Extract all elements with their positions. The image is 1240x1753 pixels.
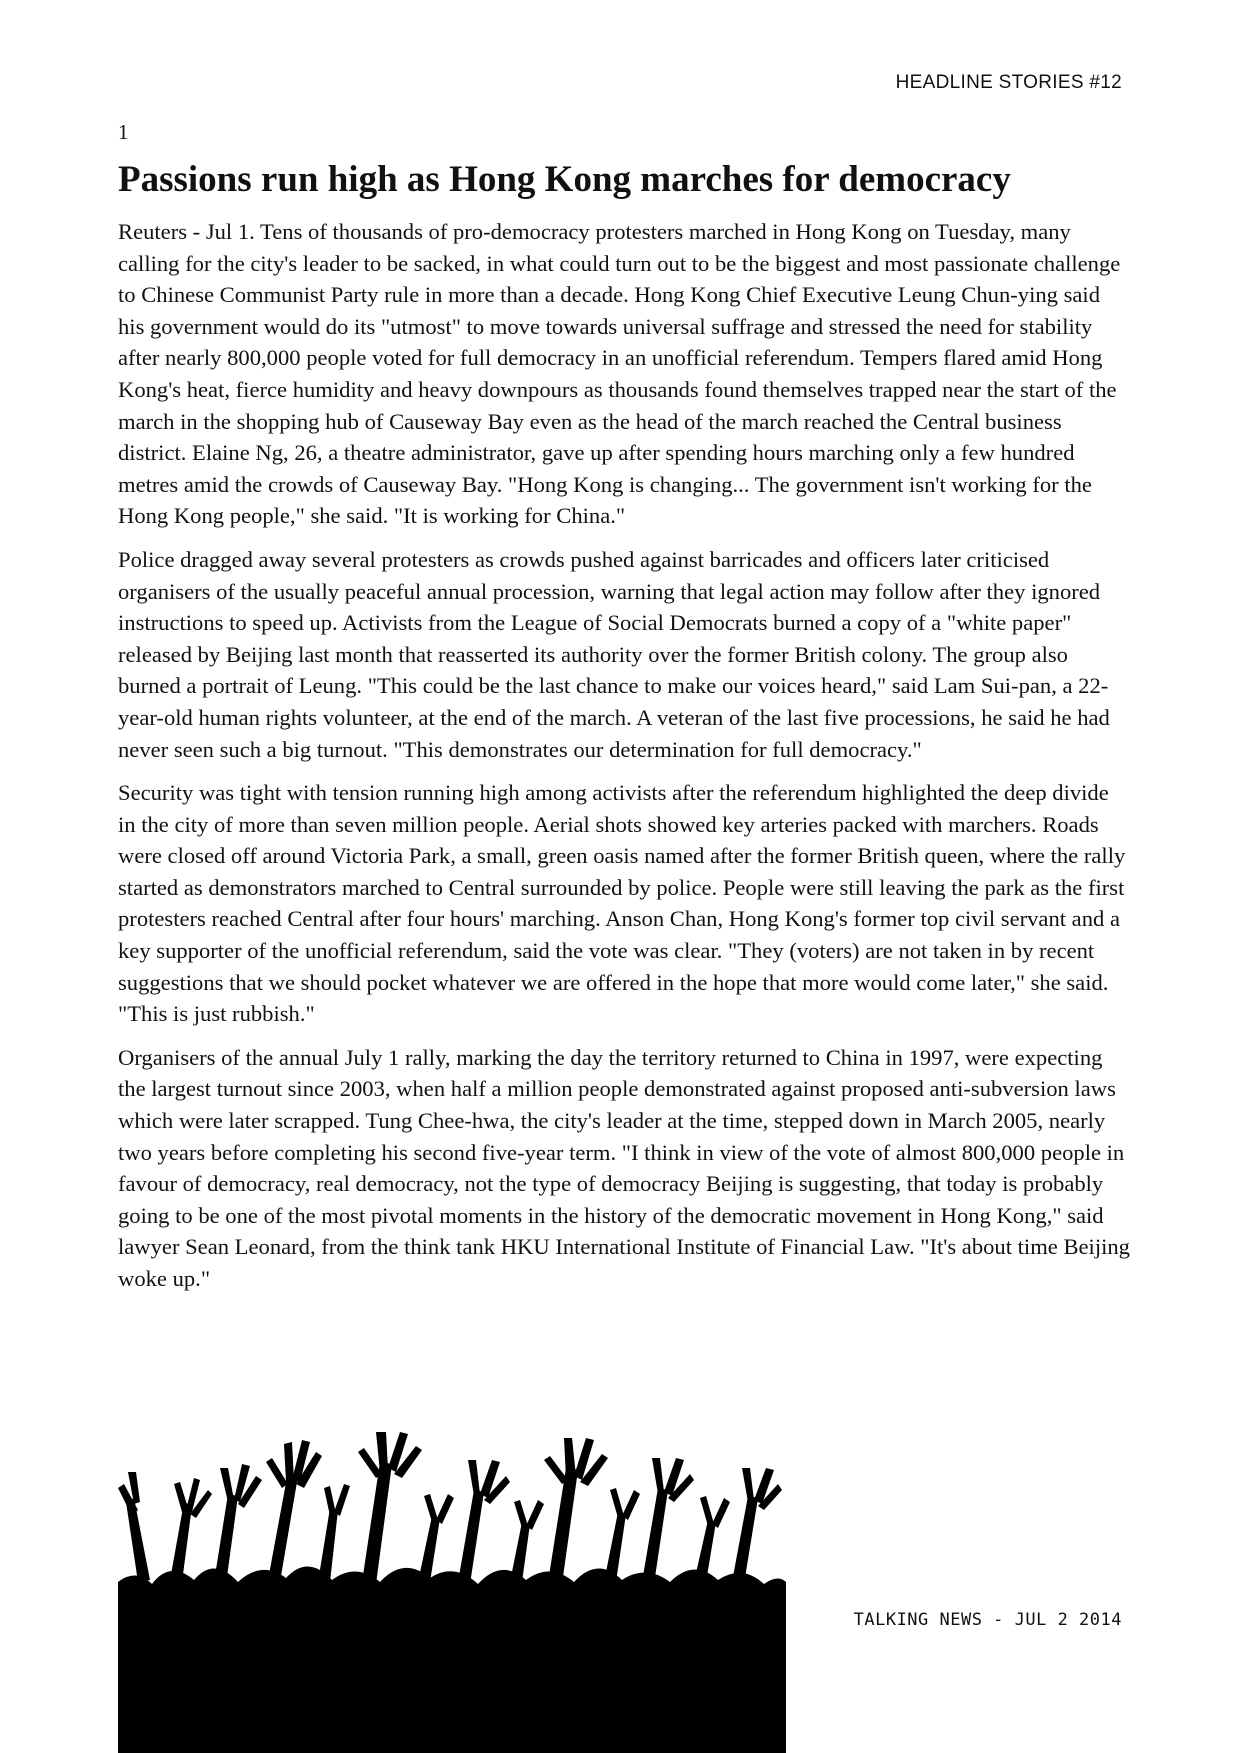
raised-hands-crowd-illustration [118, 1432, 786, 1753]
article-paragraph: Reuters - Jul 1. Tens of thousands of pro-democracy protesters marched in Hong Kong on Tuesday, many calling for the city's leader to be sacked, in what could turn out to be the biggest and most passionate challenge to Chinese Communist Party rule in more than a decade. Hong Kong Chief Executive Leung Chun-ying said his government would do its "utmost" to move towards universal suffrage and stressed the need for stability after nearly 800,000 people voted for full democracy in an unofficial referendum. Tempers flared amid Hong Kong's heat, fierce humidity and heavy downpours as thousands found themselves trapped near the start of the march in the shopping hub of Causeway Bay even as the head of the march reached the Central business district. Elaine Ng, 26, a theatre administrator, gave up after spending hours marching only a few hundred metres amid the crowds of Causeway Bay. "Hong Kong is changing... The government isn't working for the Hong Kong people," she said. "It is working for China." [118, 219, 1121, 529]
article-paragraph: Security was tight with tension running high among activists after the referendum highlighted the deep divide in the city of more than seven million people. Aerial shots showed key arteries packed with marchers. Roads were closed off around Victoria Park, a small, green oasis named after the former British queen, where the rally started as demonstrators marched to Central surrounded by police. People were still leaving the park as the first protesters reached Central after four hours' marching. Anson Chan, Hong Kong's former top civil servant and a key supporter of the unofficial referendum, said the vote was clear. "They (voters) are not taken in by recent suggestions that we should pocket whatever we are offered in the hope that more would come later," she said. "This is just rubbish." [118, 780, 1126, 1027]
page-number: 1 [118, 120, 129, 144]
article-body [118, 216, 1130, 1307]
footer-credit: TALKING NEWS - JUL 2 2014 [853, 1610, 1122, 1630]
article-headline: Passions run high as Hong Kong marches for democracy [118, 159, 1011, 200]
series-label: HEADLINE STORIES #12 [895, 72, 1122, 93]
article-paragraph: Police dragged away several protesters as crowds pushed against barricades and officers later criticised organisers of the usually peaceful annual procession, warning that legal action may follow after they ignored instructions to speed up. Activists from the League of Social Democrats burned a copy of a "white paper" released by Beijing last month that reasserted its authority over the former British colony. The group also burned a portrait of Leung. "This could be the last chance to make our voices heard," said Lam Sui-pan, a 22-year-old human rights volunteer, at the end of the march. A veteran of the last five processions, he said he had never seen such a big turnout. "This demonstrates our determination for full democracy." [118, 546, 1110, 762]
article-paragraph: Organisers of the annual July 1 rally, marking the day the territory returned to China in 1997, were expecting the largest turnout since 2003, when half a million people demonstrated against proposed anti-subversion laws which were later scrapped. Tung Chee-hwa, the city's leader at the time, stepped down in March 2005, nearly two years before completing his second five-year term. "I think in view of the vote of almost 800,000 people in favour of democracy, real democracy, not the type of democracy Beijing is suggesting, that today is probably going to be one of the most pivotal moments in the history of the democratic movement in Hong Kong," said lawyer Sean Leonard, from the think tank HKU International Institute of Financial Law. "It's about time Beijing woke up." [118, 1044, 1130, 1291]
